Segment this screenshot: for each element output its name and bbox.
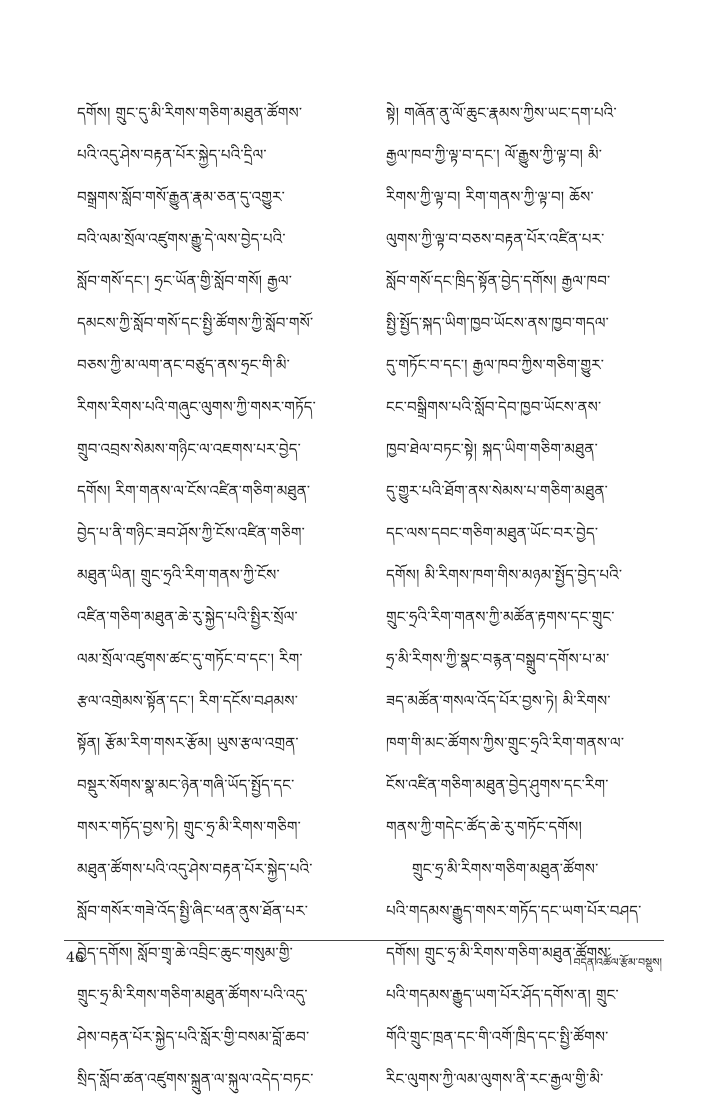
text-line: དམངས་ཀྱི་སློབ་གསོ་དང་སྤྱི་ཚོགས་ཀྱི་སློབ་གསོ་	[77, 314, 314, 332]
text-line: བཅས་ཀྱི་མ་ལག་ནང་བཙུད་ནས་ཧྲང་གི་མི་	[77, 356, 290, 374]
text-line: མཐུན་ཡིན། གྲུང་ཧྲའི་རིག་གནས་ཀྱི་ངོས་	[77, 566, 280, 584]
text-line: དུ་གཏོང་བ་དང་། རྒྱལ་ཁབ་ཀྱིས་གཅིག་གྱུར་	[386, 356, 605, 374]
page-number: 46	[66, 950, 84, 966]
text-line: སློབ་གསོ་དང་། ཧྲང་ཡོན་གྱི་སློབ་གསོ། རྒྱལ་	[77, 272, 293, 290]
footer-rule	[64, 940, 664, 941]
text-line: དགོས། མི་རིགས་ཁག་གིས་མཉམ་སྤྱོད་བྱེད་པའི་	[386, 566, 623, 584]
text-line: ཁྱབ་ཐེལ་བཏང་སྟེ། སྐད་ཡིག་གཅིག་མཐུན་	[386, 440, 598, 458]
text-line: ཤེས་བརྟན་པོར་སྐྱེད་པའི་སློར་གྱི་བསམ་བློ་ཆབ་	[77, 1028, 310, 1046]
text-line: པའི་གདམས་རྒྱུད་གསར་གཏོད་དང་ཡག་པོར་བཤད་	[386, 902, 642, 920]
text-line: དགོས། གྲུང་དུ་མི་རིགས་གཅིག་མཐུན་ཚོགས་	[77, 104, 303, 122]
text-line: བྱེད་པ་ནི་གཉིང་ཟབ་ཤོས་ཀྱི་ངོས་འཛིན་གཅིག་	[77, 524, 305, 542]
text-line: རིགས་རིགས་པའི་གཞུང་ལུགས་ཀྱི་གསར་གཏོད་	[77, 398, 317, 416]
text-line: གོའི་གྲུང་ཁྲན་དང་གི་འགོ་ཁྲིད་དང་སྤྱི་ཚོགས་	[386, 1028, 609, 1046]
text-line: བྱེད་དགོས། སློབ་གྲྭ་ཆེ་འབྲིང་ཆུང་གསུམ་གྱི་	[77, 944, 293, 962]
text-line: གྲུང་ཧྲའི་རིག་གནས་ཀྱི་མཚོན་རྟགས་དང་གྲུང་	[386, 608, 615, 626]
text-line: དགོས། རིག་གནས་ལ་ངོས་འཛིན་གཅིག་མཐུན་	[77, 482, 311, 500]
text-line: གྲུང་ཧྲ་མི་རིགས་གཅིག་མཐུན་ཚོགས་པའི་འདུ་	[77, 986, 308, 1004]
text-line: ཟད་མཚོན་གསལ་འོད་པོར་བྱས་ཏེ། མི་རིགས་	[386, 692, 611, 710]
text-line: འཛིན་གཅིག་མཐུན་ཆེ་རུ་སྐྱེད་པའི་སྤྱིར་སྲོལ་	[77, 608, 298, 626]
text-line: ངང་བསྒྲིགས་པའི་སློབ་དེབ་ཁྱབ་ཡོངས་ནས་	[386, 398, 602, 416]
text-line: དགོས། གྲུང་ཧྲ་མི་རིགས་གཅིག་མཐུན་ཚོགས་	[386, 944, 611, 962]
text-line: པའི་འདུ་ཤེས་བརྟན་པོར་སྐྱེད་པའི་དྲིལ་	[77, 146, 267, 164]
text-line: རིང་ལུགས་ཀྱི་ལམ་ལུགས་ནི་རང་རྒྱལ་གྱི་མི་	[386, 1070, 604, 1088]
text-line: པའི་གདམས་རྒྱུད་ཡག་པོར་ཤོད་དགོས་ན། གྲུང་	[386, 986, 619, 1004]
left-text-column	[77, 92, 349, 1100]
text-line: སྟོན། རྩོམ་རིག་གསར་རྩོམ། ཡུས་རྩལ་འགྲན་	[77, 734, 299, 752]
text-line: ལུགས་ཀྱི་ལྟ་བ་བཅས་བརྟན་པོར་འཛིན་པར་	[386, 230, 605, 248]
right-text-column	[386, 92, 658, 1100]
text-line: བསྒྲགས་སློབ་གསོ་རྒྱུན་རྣམ་ཅན་དུ་འགྱུར་	[77, 188, 285, 206]
text-line: རྒྱལ་ཁབ་ཀྱི་ལྟ་བ་དང་། ལོ་རྒྱུས་ཀྱི་ལྟ་བ། མི་	[386, 146, 603, 164]
text-line: གྲུབ་འབྲས་སེམས་གཉིང་ལ་འཇགས་པར་བྱེད་	[77, 440, 301, 458]
text-line: མཐུན་ཚོགས་པའི་འདུ་ཤེས་བརྟན་པོར་སྐྱེད་པའི་	[77, 860, 313, 878]
text-line: ཧྲ་མི་རིགས་ཀྱི་སྣང་བརྙན་བསྒྲུབ་དགོས་པ་མ་	[386, 650, 610, 668]
text-line: ཁག་གི་མང་ཚོགས་ཀྱིས་གྲུང་ཧྲའི་རིག་གནས་ལ་	[386, 734, 625, 752]
text-line: བའི་ལམ་སྲོལ་འཛུགས་རྒྱུ་དེ་ལས་བྱེད་པའི་	[77, 230, 286, 248]
text-line: དང་ལས་དབང་གཅིག་མཐུན་ཡོང་བར་བྱེད་	[386, 524, 599, 542]
text-line: ལམ་སྲོལ་འཛུགས་ཚང་དུ་གཏོང་བ་དང་། རིག་	[77, 650, 303, 668]
text-line: དུ་གྱུར་པའི་ཐོག་ནས་སེམས་པ་གཅིག་མཐུན་	[386, 482, 609, 500]
text-line: བསྡུར་སོགས་སྣ་མང་ཉེན་གཞི་ཡོད་སྤྱོད་དང་	[77, 776, 295, 794]
text-line: ངོས་འཛིན་གཅིག་མཐུན་བྱེད་ཤུགས་དང་རིག་	[386, 776, 609, 794]
text-line: གྲུང་ཧྲ་མི་རིགས་གཅིག་མཐུན་ཚོགས་	[412, 860, 599, 878]
text-line: རྩལ་འགྲེམས་སྟོན་དང་། རིག་དངོས་བཤམས་	[77, 692, 299, 710]
running-footer-title: བདེན་འཚོལ་རྩོམ་བསྡུས།	[573, 956, 662, 969]
text-line: སྟེ། གཞོན་ནུ་ལོ་ཆུང་རྣམས་ཀྱིས་ཡང་དག་པའི་	[386, 104, 617, 122]
text-line: སློབ་གསོ་དང་ཁྲིད་སྟོན་བྱེད་དགོས། རྒྱལ་ཁབ་	[386, 272, 611, 290]
text-line: གནས་ཀྱི་གདེང་ཚོད་ཆེ་རུ་གཏོང་དགོས།	[386, 818, 583, 836]
text-line: རིགས་ཀྱི་ལྟ་བ། རིག་གནས་ཀྱི་ལྟ་བ། ཆོས་	[386, 188, 594, 206]
text-line: སྤྱི་སྤྱོད་སྐད་ཡིག་ཁྱབ་ཡོངས་ནས་ཁྱབ་གདལ་	[386, 314, 609, 332]
text-line: སློབ་གསོར་གཟེ་འོད་སྤྱི་ཞིང་ཕན་ནུས་ཐོན་པར་	[77, 902, 309, 920]
text-line: སྲིད་སློབ་ཚན་འཛུགས་སྐྲུན་ལ་སྐུལ་འདེད་བཏང་	[77, 1070, 314, 1088]
text-line: གསར་གཏོད་བྱས་ཏེ། གྲུང་ཧྲ་མི་རིགས་གཅིག་	[77, 818, 302, 836]
